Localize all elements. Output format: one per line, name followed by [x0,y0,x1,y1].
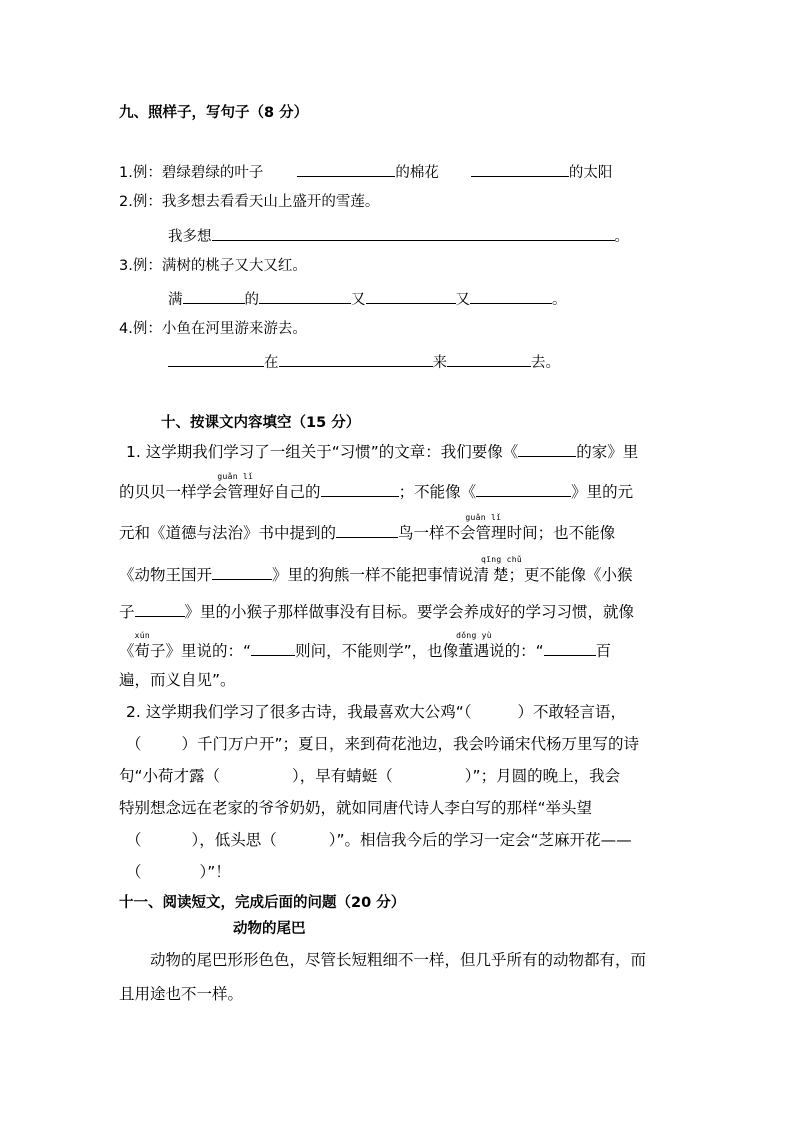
p2-text: ）”；月圆的晚上，我会 [464,767,621,785]
p1-text: 好自己的 [258,483,321,501]
p1-char: 荀 [134,642,151,660]
pinyin-annotation: guǎn lǐ [465,513,502,522]
p1-line-7: 遍，而义自见”。 [119,671,236,689]
q4-blank-3[interactable] [447,352,531,367]
q3-word-2: 的 [244,292,259,308]
p1-text: 》里的狗熊一样不能把事情说清 [272,566,490,584]
q3-example: 3.例：满树的桃子又大又红。 [119,258,307,274]
q4-answer-line [168,352,560,372]
p1-text: 子 [119,603,135,621]
q2-example: 2.例：我多想去看看天山上盛开的雪莲。 [119,194,380,210]
p1-line-6 [119,631,612,660]
q2-end: 。 [614,229,629,245]
q1-blank-2[interactable] [471,162,569,177]
pinyin-guan-li-2 [465,513,502,542]
p1-char: 理 [491,524,507,542]
section9-heading: 九、照样子，写句子（8 分） [119,105,309,121]
p1-text: 子》里说的：“ [150,642,252,660]
q3-blank-4[interactable] [470,289,552,304]
q3-word-3: 又 [351,292,366,308]
p1-char: 理 [243,483,259,501]
p1-text: 说的：“ [489,642,544,660]
pinyin-annotation: xún [134,631,150,640]
q1-example: 1.例：碧绿碧绿的叶子 [119,165,264,181]
p1-blank-8[interactable] [544,641,596,656]
pinyin-annotation: dǒng yù [456,631,492,640]
p1-text: 的家》里 [576,443,639,461]
p2-text: ），低头思（ [191,831,277,849]
p1-line-2 [119,472,634,501]
p2-line-4: 特别想念远在老家的爷爷奶奶，就如同唐代诗人李白写的那样“举头望 [119,799,593,817]
p2-text: ）”。相信我今后的学习一定会“芝麻开花—— [328,831,632,849]
section10-heading: 十、按课文内容填空（15 分） [161,415,361,431]
pinyin-annotation: guǎn lǐ [217,472,254,481]
passage-line-1: 动物的尾巴形形色色，尽管长短粗细不一样，但几乎所有的动物都有，而 [150,951,647,969]
p2-text: （ [126,735,142,753]
p2-text: ）千门万户开”；夏日，来到荷花池边，我会吟诵宋代杨万里写的诗 [181,735,640,753]
p1-text: 《 [119,642,135,660]
q1-word-a: 的棉花 [395,165,439,181]
p1-line-4 [119,555,633,584]
p1-text: 元和《道德与法治》书中提到的 [119,524,337,542]
p2-text: ）”！ [199,863,231,881]
p1-text: 的贝贝一样学会 [119,483,228,501]
passage-line-2: 且用途也不一样。 [119,985,244,1003]
q2-blank[interactable] [212,226,615,241]
pinyin-dong-yu [456,631,492,660]
p1-text: 《动物王国开 [119,566,213,584]
q4-word-2: 来 [432,355,447,371]
q3-blank-2[interactable] [259,289,351,304]
p2-text: ），早有蜻蜓（ [292,767,393,785]
pinyin-annotation: qīng chǔ [481,555,522,564]
p1-text: ；不能像《 [398,483,477,501]
p1-line-1 [126,442,638,461]
q3-word-4: 又 [455,292,470,308]
section11-heading: 十一、阅读短文，完成后面的问题（20 分） [119,895,406,911]
passage-title: 动物的尾巴 [233,921,306,937]
p2-text: 2. 这学期我们学习了很多古诗，我最喜欢大公鸡“（ [126,703,472,721]
p2-line-6 [126,863,231,881]
q3-answer-line [168,289,567,309]
pinyin-xun [134,631,151,660]
p1-blank-1[interactable] [518,442,576,457]
q2-lead: 我多想 [168,229,212,245]
p1-blank-7[interactable] [251,641,295,656]
p2-line-1 [126,703,626,721]
pinyin-guan-li [217,472,254,501]
p1-char: 楚 [493,566,509,584]
p2-line-3 [119,767,620,785]
p1-text: 时间；也不能像 [506,524,616,542]
p1-blank-4[interactable] [336,523,398,538]
p1-text: 百 [595,642,612,660]
pinyin-qing-chu [481,555,522,584]
q2-answer-line [168,226,629,246]
p2-text: 句“小荷才露（ [119,767,221,785]
p1-blank-6[interactable] [135,602,185,617]
q4-example: 4.例：小鱼在河里游来游去。 [119,321,307,337]
p1-line-3 [119,513,616,542]
q3-blank-3[interactable] [366,289,456,304]
p2-text: （ [126,831,142,849]
q1-line [119,162,612,182]
q4-word-1: 在 [264,355,279,371]
q1-blank-1[interactable] [297,162,395,177]
p1-text: 鸟一样不会 [398,524,476,542]
q3-word-1: 满 [168,292,183,308]
p1-char: 管 [475,524,492,542]
q1-word-b: 的太阳 [568,165,613,181]
p1-blank-3[interactable] [476,482,571,497]
q4-word-3: 去。 [531,355,560,371]
p2-text: ）不敢轻言语， [517,703,627,721]
p1-blank-2[interactable] [321,482,399,497]
p2-line-2 [126,735,639,753]
p1-text: 则问，不能则学”，也像 [295,642,459,660]
p1-text: 1. 这学期我们学习了一组关于“习惯”的文章：我们要像《 [126,443,519,461]
p1-char: 管 [227,483,244,501]
p1-text: 》里的小猴子那样做事没有目标。要学会养成好的学习习惯，就像 [184,603,635,621]
p1-char: 遇 [473,642,490,660]
p1-char: 董 [458,642,474,660]
p1-blank-5[interactable] [212,565,272,580]
p1-line-5 [119,602,634,621]
q4-blank-1[interactable] [168,352,264,367]
p2-line-5 [126,831,632,849]
q3-end: 。 [552,292,567,308]
p2-text: （ [126,863,142,881]
p1-text: 》里的元 [571,483,634,501]
q4-blank-2[interactable] [279,352,433,367]
p1-text: ；更不能像《小猴 [508,566,633,584]
q3-blank-1[interactable] [183,289,245,304]
